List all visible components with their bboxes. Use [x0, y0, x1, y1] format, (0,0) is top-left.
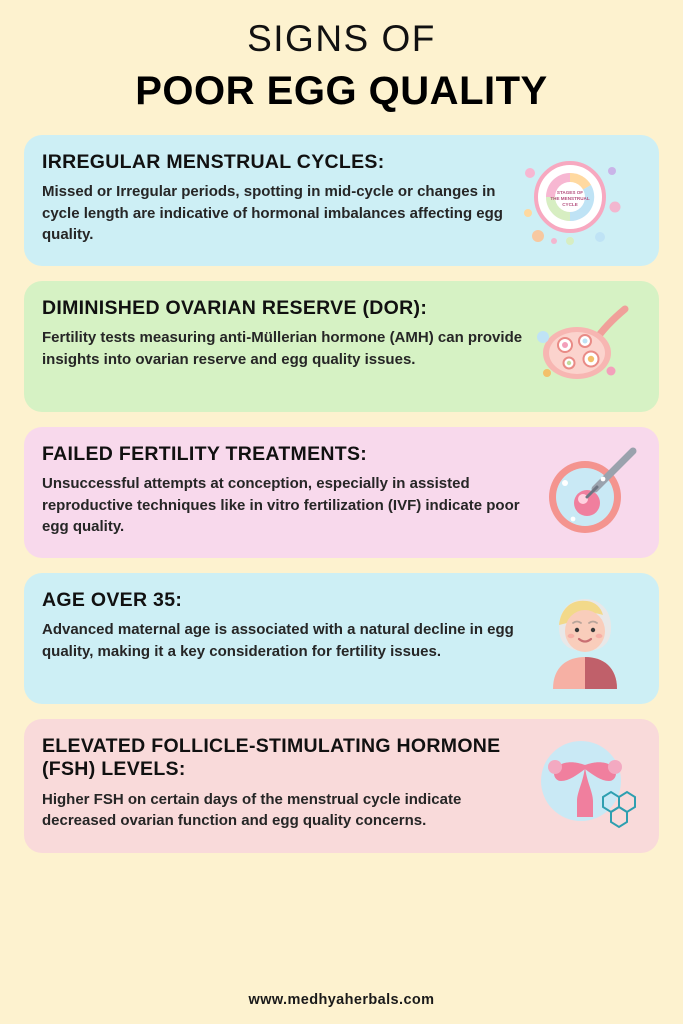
card-heading: DIMINISHED OVARIAN RESERVE (DOR):	[42, 296, 428, 319]
card-text-block	[42, 297, 527, 370]
uterus-hormone-molecule-icon	[529, 735, 641, 835]
card-heading: FAILED FERTILITY TREATMENTS:	[42, 442, 368, 465]
card-body: Advanced maternal age is associated with a natural decline in egg quality, making it a key consideration for fertility issues.	[42, 621, 514, 660]
ovary-icon	[529, 297, 641, 397]
card-text-block	[42, 151, 512, 246]
card-heading: ELEVATED FOLLICLE-STIMULATING HORMONE (FSH) LEVELS:	[42, 734, 501, 781]
svg-text:THE MENSTRUAL: THE MENSTRUAL	[550, 195, 590, 201]
card-text-block	[42, 589, 527, 662]
svg-text:CYCLE: CYCLE	[562, 201, 578, 207]
sign-card-age-over-35	[24, 573, 659, 704]
svg-text:STAGES OF: STAGES OF	[556, 189, 584, 195]
card-text-block	[42, 443, 527, 538]
card-heading: AGE OVER 35:	[42, 588, 183, 611]
card-body: Fertility tests measuring anti-Müllerian hormone (AMH) can provide insights into ovarian reserve and egg quality issues.	[42, 329, 523, 368]
page-title-line-2: POOR EGG QUALITY	[135, 68, 548, 113]
older-woman-portrait-icon	[529, 589, 641, 689]
card-body: Missed or Irregular periods, spotting in mid-cycle or changes in cycle length are indicative of hormonal imbalances affecting egg quality.	[42, 183, 503, 243]
footer-website[interactable]: www.medhyaherbals.com	[248, 992, 435, 1008]
sign-card-elevated-fsh-levels	[24, 719, 659, 853]
card-body: Unsuccessful attempts at conception, especially in assisted reproductive techniques like in vitro fertilization (IVF) indicate poor egg quality.	[42, 475, 520, 535]
ivf-needle-egg-icon	[529, 443, 641, 543]
card-body: Higher FSH on certain days of the menstrual cycle indicate decreased ovarian function and egg quality concerns.	[42, 791, 462, 830]
page-title-line-1: SIGNS OF	[247, 18, 436, 59]
card-heading: IRREGULAR MENSTRUAL CYCLES:	[42, 150, 385, 173]
page-header	[24, 0, 659, 115]
sign-card-diminished-ovarian-reserve	[24, 281, 659, 412]
sign-card-failed-fertility-treatments	[24, 427, 659, 558]
card-text-block	[42, 735, 527, 832]
menstrual-cycle-wheel-icon	[514, 151, 626, 251]
sign-card-irregular-menstrual-cycles	[24, 135, 659, 266]
signs-card-list	[24, 135, 659, 978]
